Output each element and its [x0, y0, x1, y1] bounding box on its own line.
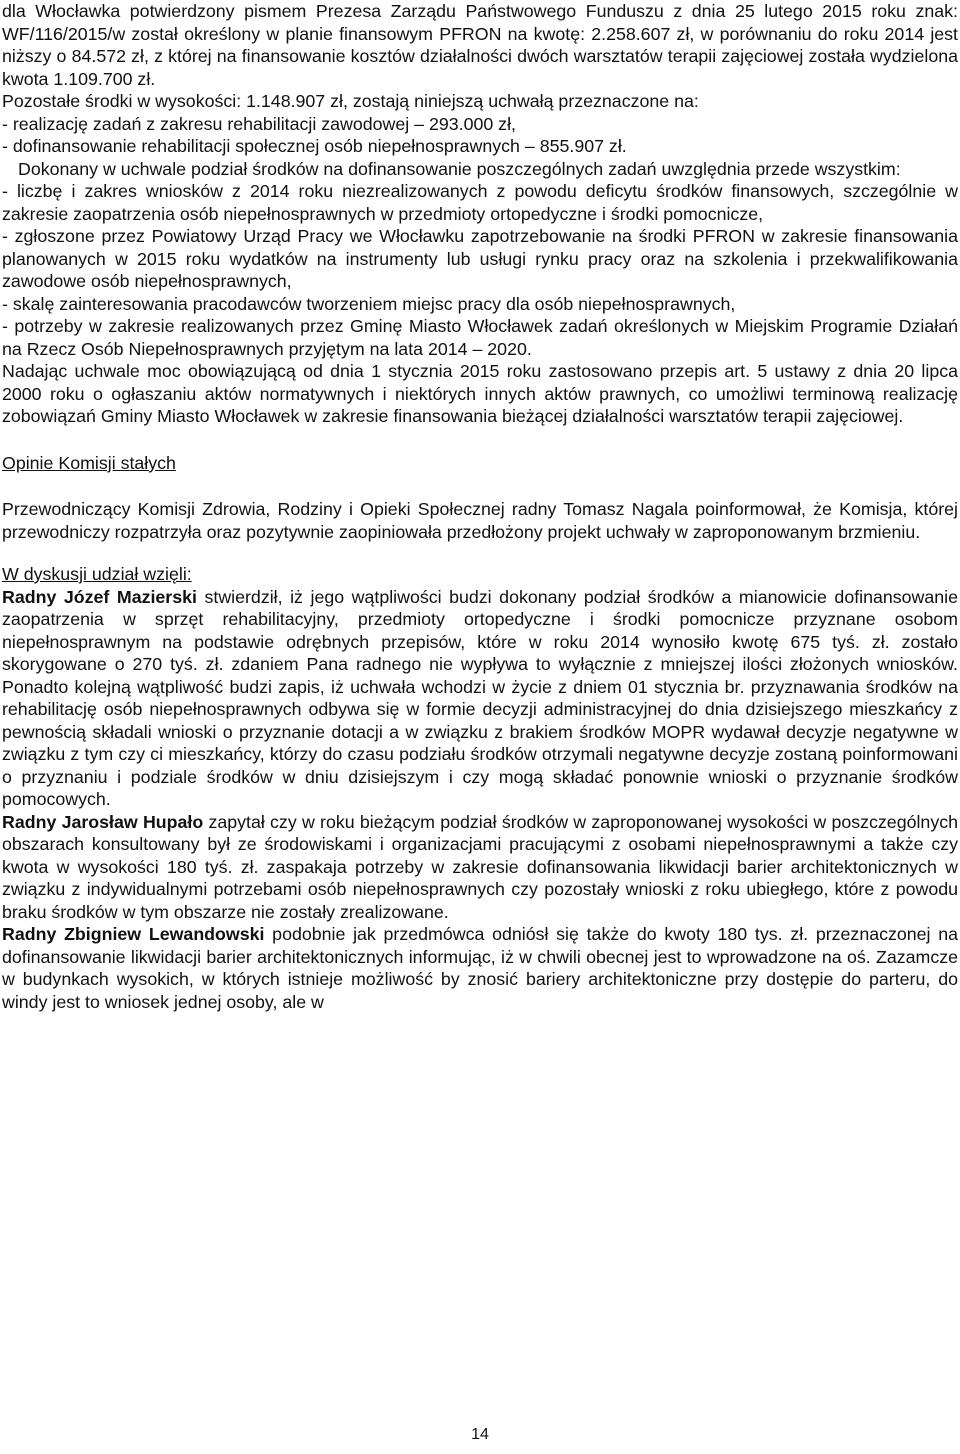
speaker-statement: podobnie jak przedmówca odniósł się także do kwoty 180 tys. zł. przeznaczonej na dofinansowanie likwidacji barier architektonicznych informując, iż w chwili obecnej jest to wprowadzone na oś. Zazamcze w budynkach wysokich, w których istnieje możliwość by znosić bariery architektoniczne przy dostępie do parteru, do windy jest to wniosek jednej osoby, ale w [2, 924, 958, 1012]
paragraph-remaining-funds: Pozostałe środki w wysokości: 1.148.907 zł, zostają niniejszą uchwałą przeznaczone na: [2, 91, 699, 111]
bullet-city-programme: - potrzeby w zakresie realizowanych przez Gminę Miasto Włocławek zadań określonych w Miejskim Programie Działań na Rzecz Osób Niepełnosprawnych przyjętym na lata 2014 – 2020. [2, 316, 958, 359]
spacer [2, 543, 958, 563]
speaker-name: Radny Jarosław Hupało [2, 811, 204, 832]
paragraph-effective-date: Nadając uchwale moc obowiązującą od dnia 1 stycznia 2015 roku zastosowano przepis art. 5 ustawy z dnia 20 lipca 2000 roku o ogłaszaniu aktów normatywnych i niektórych innych aktów prawnych, co umożliwi terminową realizację zobowiązań Gminy Miasto Włocławek w zakresie finansowania bieżącej działalności warsztatów terapii zajęciowej. [2, 361, 958, 426]
paragraph-funding-amount: dla Włocławka potwierdzony pismem Prezesa Zarządu Państwowego Funduszu z dnia 25 lutego 2015 roku znak: WF/116/2015/w został określony w planie finansowym PFRON na kwotę: 2.258.607 zł, w porównaniu do roku 2014 jest niższy o 84.572 zł, z której na finansowanie kosztów działalności dwóch warsztatów terapii zajęciowej została wydzielona kwota 1.109.700 zł. [2, 1, 958, 89]
section-heading-discussion: W dyskusji udział wzięli: [2, 564, 192, 584]
speaker-statement: zapytał czy w roku bieżącym podział środków w zaproponowanej wysokości w poszczególnych obszarach konsultowany był ze środowiskami i organizacjami pracującymi z osobami niepełnosprawnymi a także czy kwota w wysokości 180 tyś. zł. zaspakaja potrzeby w zakresie dofinansowania likwidacji barier architektonicznych w związku z indywidualnymi potrzebami osób niepełnosprawnych czy pozostały wnioski z roku ubiegłego, które z powodu braku środków w tym obszarze nie zostały zrealizowane. [2, 811, 958, 922]
section-heading-opinions: Opinie Komisji stałych [2, 452, 176, 473]
speaker-paragraph-lewandowski [2, 923, 958, 1013]
paragraph-division-basis: Dokonany w uchwale podział środków na dofinansowanie poszczególnych zadań uwzględnia przede wszystkim: [18, 158, 901, 179]
speaker-name: Radny Józef Mazierski [2, 586, 197, 607]
page-number: 14 [471, 1426, 489, 1443]
speaker-name: Radny Zbigniew Lewandowski [2, 924, 265, 944]
speaker-paragraph-mazierski [2, 586, 958, 811]
speaker-paragraph-hupalo [2, 811, 958, 924]
spacer [2, 474, 958, 498]
spacer [2, 428, 958, 452]
bullet-social-rehab: - dofinansowanie rehabilitacji społecznej osób niepełnosprawnych – 855.907 zł. [2, 136, 627, 156]
bullet-applications-2014: - liczbę i zakres wniosków z 2014 roku niezrealizowanych z powodu deficytu środków finansowych, szczególnie w zakresie zaopatrzenia osób niepełnosprawnych w przedmioty ortopedyczne i środki pomocnicze, [2, 181, 958, 224]
bullet-employers-interest: - skalę zainteresowania pracodawców tworzeniem miejsc pracy dla osób niepełnosprawnych, [2, 293, 736, 314]
bullet-labour-office: - zgłoszone przez Powiatowy Urząd Pracy we Włocławku zapotrzebowanie na środki PFRON w zakresie finansowania planowanych w 2015 roku wydatków na instrumenty lub usługi rynku pracy oraz na szkolenia i przekwalifikowania zawodowe osób niepełnosprawnych, [2, 226, 958, 291]
bullet-vocational-rehab: - realizację zadań z zakresu rehabilitacji zawodowej – 293.000 zł, [2, 113, 516, 134]
speaker-statement: stwierdził, iż jego wątpliwości budzi dokonany podział środków a mianowicie dofinansowanie zaopatrzenia w sprzęt rehabilitacyjny, przedmioty ortopedyczne i środki pomocnicze przyznane osobom niepełnosprawnym na podstawie odrębnych przepisów, które w roku 2014 wynosiło kwotę 675 tyś. zł. zostało skorygowane o 270 tyś. zł. zdaniem Pana radnego nie wypływa to wyłącznie z mniejszej ilości złożonych wniosków. Ponadto kolejną wątpliwość budzi zapis, iż uchwała wchodzi w życie z dniem 01 stycznia br. przyznawania środków na rehabilitację osób niepełnosprawnych odbywa się w formie decyzji administracyjnej do dnia dzisiejszego mieszkańcy z pewnością składali wnioski o przyznanie dotacji a w związku z brakiem środków MOPR wydawał decyzje negatywne w związku z tym czy ci mieszkańcy, którzy do czasu podziału środków otrzymali negatywne decyzje zostaną poinformowani o przyznaniu i podziale środków w dniu dzisiejszym i czy mogą składać ponownie wnioski o przyznanie środków pomocowych. [2, 586, 959, 809]
paragraph-commission-opinion: Przewodniczący Komisji Zdrowia, Rodziny i Opieki Społecznej radny Tomasz Nagala poinformował, że Komisja, której przewodniczy rozpatrzyła oraz pozytywnie zaopiniowała przedłożony projekt uchwały w zaproponowanym brzmieniu. [2, 499, 958, 542]
